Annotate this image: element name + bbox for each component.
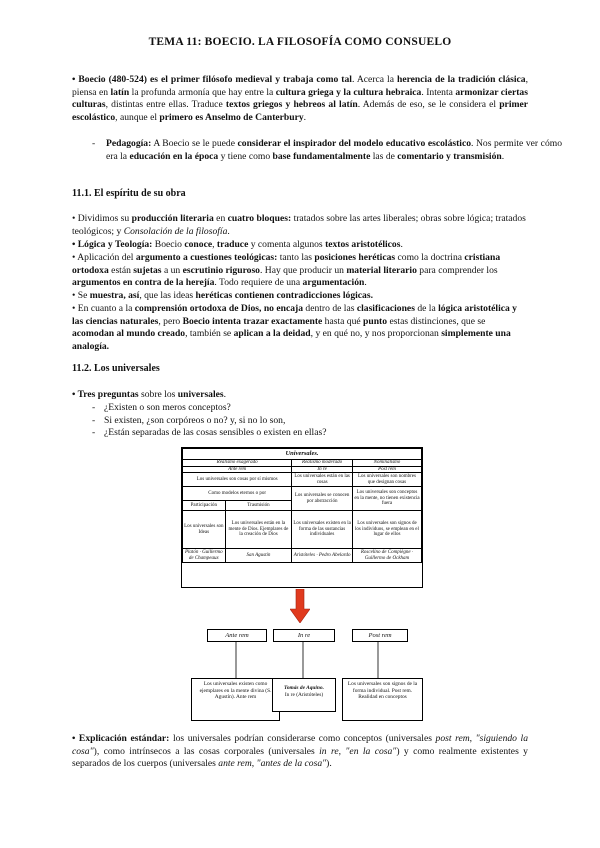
section-heading-11-2: 11.2. Los universales (72, 363, 160, 374)
table-cell: Como modelos eternos o por (183, 487, 292, 501)
explicacion-paragraph (72, 733, 528, 771)
text-span: • Se (72, 290, 90, 301)
text-bold: clasificaciones (356, 303, 415, 314)
text-italic: "antes de la cosa" (256, 758, 327, 770)
flow-box-ante-rem: Ante rem (207, 629, 267, 642)
text-span: tratados sobre las artes liberales; obras sobre lógica; tratados teológicos; y (72, 213, 526, 237)
flow-box-post-rem: Post rem (352, 629, 408, 642)
text-bold: muestra, así (89, 290, 140, 301)
text-span: • Dividimos su (72, 213, 132, 224)
text-bold: cultura griega y la cultura hebraica (275, 86, 422, 98)
text-span: • En cuanto a la (72, 303, 135, 314)
text-span: la profunda armonía que hay entre la (129, 86, 276, 98)
text-span: ). (326, 758, 332, 770)
section-heading-11-1: 11.1. El espíritu de su obra (72, 188, 186, 199)
text-bold: Pedagogía: (106, 138, 152, 149)
text-bold: • Tres preguntas (72, 389, 139, 400)
text-span: las de (370, 150, 398, 162)
text-bold: material literario (346, 264, 417, 276)
text-bold: herencia de la tradición clásica (396, 74, 526, 85)
col-header: Realismo moderado (292, 460, 353, 467)
table-cell: Los universales son nombres que designan cosas (352, 473, 421, 487)
dash-marker: - (92, 414, 96, 426)
col-header: Realismo exagerado (183, 460, 292, 467)
text-span: , piensa en (72, 74, 529, 98)
text-italic: post rem (435, 733, 470, 744)
text-span: . (501, 150, 505, 162)
text-bold: heréticas contienen contradicciones lógicas. (195, 290, 373, 301)
text-span: . Hay que producir un (259, 264, 347, 276)
table-cell: Los universales existen en la forma de las sustancias individuales (292, 511, 353, 549)
question-text: ¿Están separadas de las cosas sensibles o existen en ellas? (104, 427, 327, 439)
table-cell: Participación (183, 501, 226, 511)
table-cell: San Agustín (225, 549, 292, 563)
text-span: y tiene como (218, 150, 273, 162)
text-bold: acomodan al mundo creado (72, 328, 186, 340)
text-span: • Aplicación del (72, 252, 136, 263)
question-text: Si existen, ¿son corpóreos o no? y, si no lo son, (104, 414, 286, 426)
text-span: . (223, 389, 227, 400)
flow-box-in-re: In re (273, 629, 335, 642)
text-span: a un (161, 264, 183, 276)
text-bold: aplican a la deidad (233, 328, 311, 340)
text-span: tanto las (277, 252, 315, 263)
dash-marker: - (92, 402, 96, 413)
text-span: , pero (158, 315, 183, 327)
text-span: , aunque el (115, 111, 160, 123)
text-bold: • Lógica y Teología: (72, 239, 153, 250)
text-span: . (227, 225, 230, 237)
text-span: en (213, 213, 228, 224)
text-bold: • Explicación estándar: (72, 733, 170, 744)
flow-detail-text: In re (Aristóteles) (284, 691, 324, 698)
text-italic: "siguiendo la cosa" (72, 733, 528, 757)
text-span: y comenta algunos (248, 239, 326, 250)
text-span: para comprender los (416, 264, 498, 276)
text-bold: escrutinio riguroso (182, 264, 260, 276)
text-span: dentro de las (303, 303, 357, 314)
table-cell: Trasmisión (225, 501, 292, 511)
text-bold: traduce (216, 239, 249, 250)
table-cell: Los universales se conocen por abstracción (292, 487, 353, 511)
text-bold: Boecio intenta trazar exactamente (182, 315, 323, 327)
text-span: de la (414, 303, 439, 314)
text-span: . (400, 239, 403, 250)
text-italic: in re (319, 745, 339, 757)
text-italic: Consolación de la filosofía (123, 225, 228, 237)
text-bold: universales (177, 389, 224, 400)
text-span: estas distinciones, que se (387, 315, 486, 327)
text-bold: educación en la época (129, 150, 219, 162)
flow-detail-ante-rem: Los universales existen como ejemplares en la mente divina (S. Agustín). Ante rem (191, 678, 280, 721)
text-span: Boecio (152, 239, 185, 250)
table-cell: Post rem (352, 466, 421, 473)
text-bold: posiciones heréticas (314, 252, 396, 263)
text-bold: textos aristotélicos (325, 239, 401, 250)
text-bold: lógica aristotélica y las ciencias naturales (72, 303, 517, 327)
flow-detail-in-re (272, 678, 336, 712)
text-bold: cristiana ortodoxa (72, 252, 501, 276)
question-text: ¿Existen o son meros conceptos? (104, 402, 231, 413)
text-bold: primero es Anselmo de Canterbury (159, 111, 304, 123)
text-bold: comentario y transmisión (397, 150, 502, 162)
text-span: ) y como realmente existentes y separados de los cuerpos (universales (72, 745, 528, 770)
text-span: . (303, 111, 307, 123)
text-span: . (364, 277, 367, 289)
table-cell: In re (292, 466, 353, 473)
text-span: los universales podrían considerarse como conceptos (universales (169, 733, 436, 744)
table-cell: Platón · Guillermo de Champeaux (183, 549, 226, 563)
dash-marker: - (92, 138, 96, 149)
text-span: ), como intrínsecos a las cosas corporales (universales (93, 745, 320, 757)
table-cell: Los universales están en la mente de Dios. Ejemplares de la creación de Dios (225, 511, 292, 549)
text-bold: argumentación (302, 277, 365, 289)
text-bold: simplemente una analogía. (72, 328, 511, 352)
text-span: , (212, 239, 217, 250)
text-bold: textos griegos y hebreos al latín (225, 99, 358, 111)
text-span: . Todo requiere de una (214, 277, 303, 289)
table-cell: Los universales son signos de los individuos, se emplean en el lugar de ellos (352, 511, 421, 549)
table-cell: Los universales son cosas por sí mismos (183, 473, 292, 487)
text-span: , también se (185, 328, 234, 340)
text-bold: latín (110, 86, 130, 98)
table-cell: Roscelino de Compiègne · Guillermo de Ockham (352, 549, 421, 563)
table-cell: Los universales son conceptos en la mente, no tienen existencia fuera (352, 487, 421, 511)
text-bold: cuatro bloques: (227, 213, 292, 224)
text-span: , distintas entre ellas. Traduce (105, 99, 226, 111)
text-bold: base fundamentalmente (272, 150, 371, 162)
text-span: , (338, 745, 346, 757)
text-span: , que las ideas (139, 290, 196, 301)
table-cell: Los universales son Ideas (183, 511, 226, 549)
table-cell: Los universales están en las cosas (292, 473, 353, 487)
text-italic: ante rem (218, 758, 252, 770)
text-bold: considerar el inspirador del modelo educativo escolástico (237, 138, 472, 149)
table-title: Universales. (183, 449, 422, 460)
text-bold: punto (363, 315, 388, 327)
text-span: . Además de eso, se le considera el (357, 99, 500, 111)
text-bold: armonizar ciertas culturas (72, 86, 528, 111)
col-header: Nominalismo (352, 460, 421, 467)
text-span: , (469, 733, 476, 744)
text-span: A Boecio se le puede (151, 138, 238, 149)
text-bold: sujetas (133, 264, 162, 276)
table-cell: Ante rem (183, 466, 292, 473)
table-cell: Aristóteles · Pedro Abelardo (292, 549, 353, 563)
text-span: están (108, 264, 134, 276)
text-span: hasta qué (322, 315, 364, 327)
text-italic: "en la cosa" (345, 745, 397, 757)
text-bold: comprensión ortodoxa de Dios, no encaja (134, 303, 304, 314)
text-span: . Acerca la (351, 74, 397, 85)
text-span: . Nos permite ver cómo era la (106, 138, 562, 162)
text-bold: primer escolástico (72, 99, 528, 123)
text-span: sobre los (138, 389, 178, 400)
flow-detail-post-rem: Los universales son signos de la forma individual. Post rem. Realidad en conceptos (342, 678, 423, 721)
text-bold: argumento a cuestiones teológicas: (135, 252, 278, 263)
intro-boecio-bold: • Boecio (480-524) es el primer filósofo medieval y trabaja como tal (72, 74, 352, 85)
text-span: , y en qué no, y nos proporcionan (310, 328, 442, 340)
dash-marker: - (92, 427, 96, 439)
text-bold: producción literaria (131, 213, 214, 224)
text-span: , (251, 758, 257, 770)
text-bold: conoce (184, 239, 213, 250)
text-bold: argumentos en contra de la herejía (72, 277, 215, 289)
flow-detail-title: Tomás de Aquino. (284, 685, 324, 691)
page-title: TEMA 11: BOECIO. LA FILOSOFÍA COMO CONSUELO (148, 36, 452, 48)
text-span: . Intenta (421, 86, 456, 98)
text-span: como la doctrina (395, 252, 465, 263)
